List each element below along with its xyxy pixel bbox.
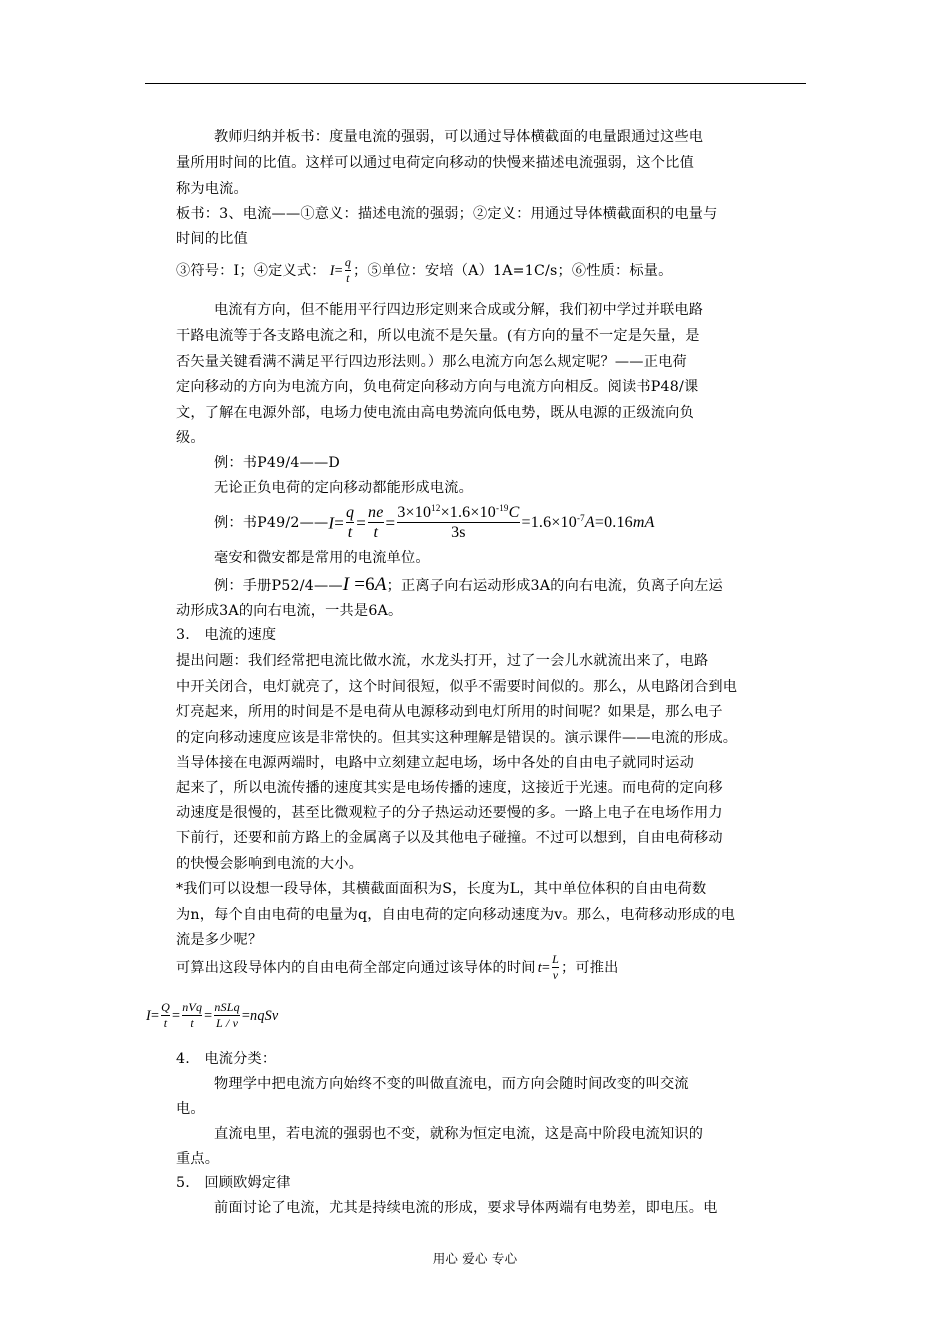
example3-line1	[214, 575, 723, 594]
para3-line1: 提出问题：我们经常把电流比做水流，水龙头打开，过了一会儿水就流出来了，电路	[176, 653, 709, 669]
current-result: nqSv	[250, 1007, 279, 1024]
example2-f2-den: t	[368, 522, 384, 542]
example3-unit: A	[374, 574, 387, 595]
para2-line1: 电流有方向，但不能用平行四边形定则来合成或分解，我们初中学过并联电路	[214, 302, 704, 318]
example2-note: 毫安和微安都是常用的电流单位。	[214, 550, 430, 566]
example2-result2: =0.16mA	[594, 513, 655, 531]
example2-pre: 例：书P49/2——	[214, 514, 329, 531]
example2-f1-num: q	[346, 503, 355, 521]
section5-heading: 5. 回顾欧姆定律	[176, 1175, 291, 1191]
para2-line5: 文，了解在电源外部，电场力使电流由高电势流向低电势，既从电源的正级流向负	[176, 405, 694, 421]
symbol-line	[176, 256, 673, 286]
para3-line2: 中开关闭合，电灯就亮了，这个时间很短，似乎不需要时间似的。那么，从电路闭合到电	[176, 679, 738, 695]
time-post: ；可推出	[560, 959, 619, 976]
para4-line2: 起来了，所以电流传播的速度其实是电场传播的速度，这接近于光速。而电荷的定向移	[176, 780, 723, 796]
example2-line: 例：书P49/2——I= $\frac{q}{t}$ = $\frac{ne}{t}$ = $\frac{3\times 10^{12}\times 1.6\times 10^{-19}C}{3s}$ $=1.6\times 10^{-7}A=0.16mA$	[214, 503, 655, 542]
board-line1: 板书：3、电流——①意义：描述电流的强弱；②定义：用通过导体横截面积的电量与	[176, 206, 718, 222]
symbol-fraction	[345, 256, 351, 286]
time-lhs: t	[537, 959, 542, 976]
para5-line3: 流是多少呢？	[176, 932, 263, 948]
example3-pre: 例：手册P52/4——	[214, 578, 343, 594]
example2-f3-den: 3s	[397, 522, 519, 542]
example2-f1-den: t	[347, 523, 353, 541]
example2-f3-num: $3\times 10^{12}\times 1.6\times 10^{-19}C$	[397, 503, 520, 521]
para8-line1: 直流电里，若电流的强弱也不变，就称为恒定电流，这是高中阶段电流知识的	[214, 1126, 704, 1142]
current-fraction3: $\frac{\text{nSLq}}{L / v}$	[214, 1000, 240, 1030]
example1-note: 无论正负电荷的定向移动都能形成电流。	[214, 480, 473, 496]
section4-heading: 4. 电流分类：	[176, 1051, 277, 1067]
para1-line2: 量所用时间的比值。这样可以通过电荷定向移动的快慢来描述电流强弱，这个比值	[176, 155, 694, 171]
para3-line4: 的定向移动速度应该是非常快的。但其实这种理解是错误的。演示课件——电流的形成。	[176, 730, 738, 746]
current-formula: I= $\frac{Q}{t}$ = $\frac{\text{nVq}}{t}$ = $\frac{\text{nSLq}}{L / v}$ =nqSv	[146, 1000, 279, 1030]
example3-post: ；正离子向右运动形成3A的向右电流，负离子向左运	[386, 578, 723, 594]
symbol-eq: =	[334, 262, 343, 279]
para1-line3: 称为电流。	[176, 181, 248, 197]
para1-line1: 教师归纳并板书：度量电流的强弱，可以通过导体横截面的电量跟通过这些电	[214, 129, 704, 145]
example3-value: =6	[349, 574, 375, 595]
para5-line1: *我们可以设想一段导体，其横截面面积为S，长度为L，其中单位体积的自由电荷数	[176, 881, 707, 897]
time-num: L	[552, 952, 559, 966]
example2-lhs: I	[328, 513, 335, 533]
current-lhs: I	[146, 1007, 151, 1024]
current-fraction2: $\frac{\text{nVq}}{t}$	[182, 1000, 203, 1030]
para4-line5: 的快慢会影响到电流的大小。	[176, 856, 364, 872]
symbol-post: ；⑤单位：安培（A）1A=1C/s；⑥性质：标量。	[353, 262, 673, 279]
time-fraction	[552, 953, 559, 983]
para2-line6: 级。	[176, 430, 205, 446]
time-line: 可算出这段导体内的自由电荷全部定向通过该导体的时间 t= $\frac{L}{v}$ ；可推出	[176, 952, 619, 982]
time-pre: 可算出这段导体内的自由电荷全部定向通过该导体的时间	[176, 959, 536, 976]
example2-fraction1	[346, 504, 354, 543]
header-rule	[145, 83, 806, 84]
example2-f2-num: ne	[368, 503, 384, 521]
symbol-lhs: I	[329, 262, 335, 279]
para7-line2: 电。	[176, 1101, 205, 1117]
example2-result1: $=1.6\times 10^{-7}A$	[521, 513, 595, 532]
symbol-pre: ③符号：I；④定义式：	[176, 262, 326, 279]
page-footer: 用心 爱心 专心	[432, 1251, 518, 1266]
para4-line3: 动速度是很慢的，甚至比微观粒子的分子热运动还要慢的多。一路上电子在电场作用力	[176, 805, 723, 821]
section3-heading: 3. 电流的速度	[176, 627, 277, 643]
symbol-den: t	[346, 270, 350, 285]
current-fraction1: $\frac{Q}{t}$	[161, 1000, 171, 1030]
time-den: v	[552, 967, 559, 982]
para2-line2: 干路电流等于各支路电流之和，所以电流不是矢量。(有方向的量不一定是矢量，是	[176, 328, 700, 344]
para4-line4: 下前行，还要和前方路上的金属离子以及其他电子碰撞。不过可以想到，自由电荷移动	[176, 830, 723, 846]
para8-line2: 重点。	[176, 1151, 220, 1167]
para2-line4: 定向移动的方向为电流方向，负电荷定向移动方向与电流方向相反。阅读书P48/课	[176, 379, 699, 395]
example3-line2: 动形成3A的向右电流，一共是6A。	[176, 603, 403, 619]
symbol-num: q	[344, 255, 352, 269]
para3-line3: 灯亮起来，所用的时间是不是电荷从电源移动到电灯所用的时间呢？如果是，那么电子	[176, 704, 723, 720]
board-line2: 时间的比值	[176, 231, 248, 247]
example3-lhs: I	[342, 574, 350, 595]
example1: 例：书P49/4——D	[214, 455, 340, 471]
para2-line3: 否矢量关键看满不满足平行四边形法则。）那么电流方向怎么规定呢？——正电荷	[176, 354, 687, 370]
example2-fraction3	[397, 503, 519, 543]
example2-fraction2	[368, 504, 384, 543]
para9-line1: 前面讨论了电流，尤其是持续电流的形成，要求导体两端有电势差，即电压。电	[214, 1200, 718, 1216]
para7-line1: 物理学中把电流方向始终不变的叫做直流电，而方向会随时间改变的叫交流	[214, 1076, 689, 1092]
para4-line1: 当导体接在电源两端时，电路中立刻建立起电场，场中各处的自由电子就同时运动	[176, 755, 694, 771]
para5-line2: 为n，每个自由电荷的电量为q，自由电荷的定向移动速度为v。那么，电荷移动形成的电	[176, 907, 736, 923]
